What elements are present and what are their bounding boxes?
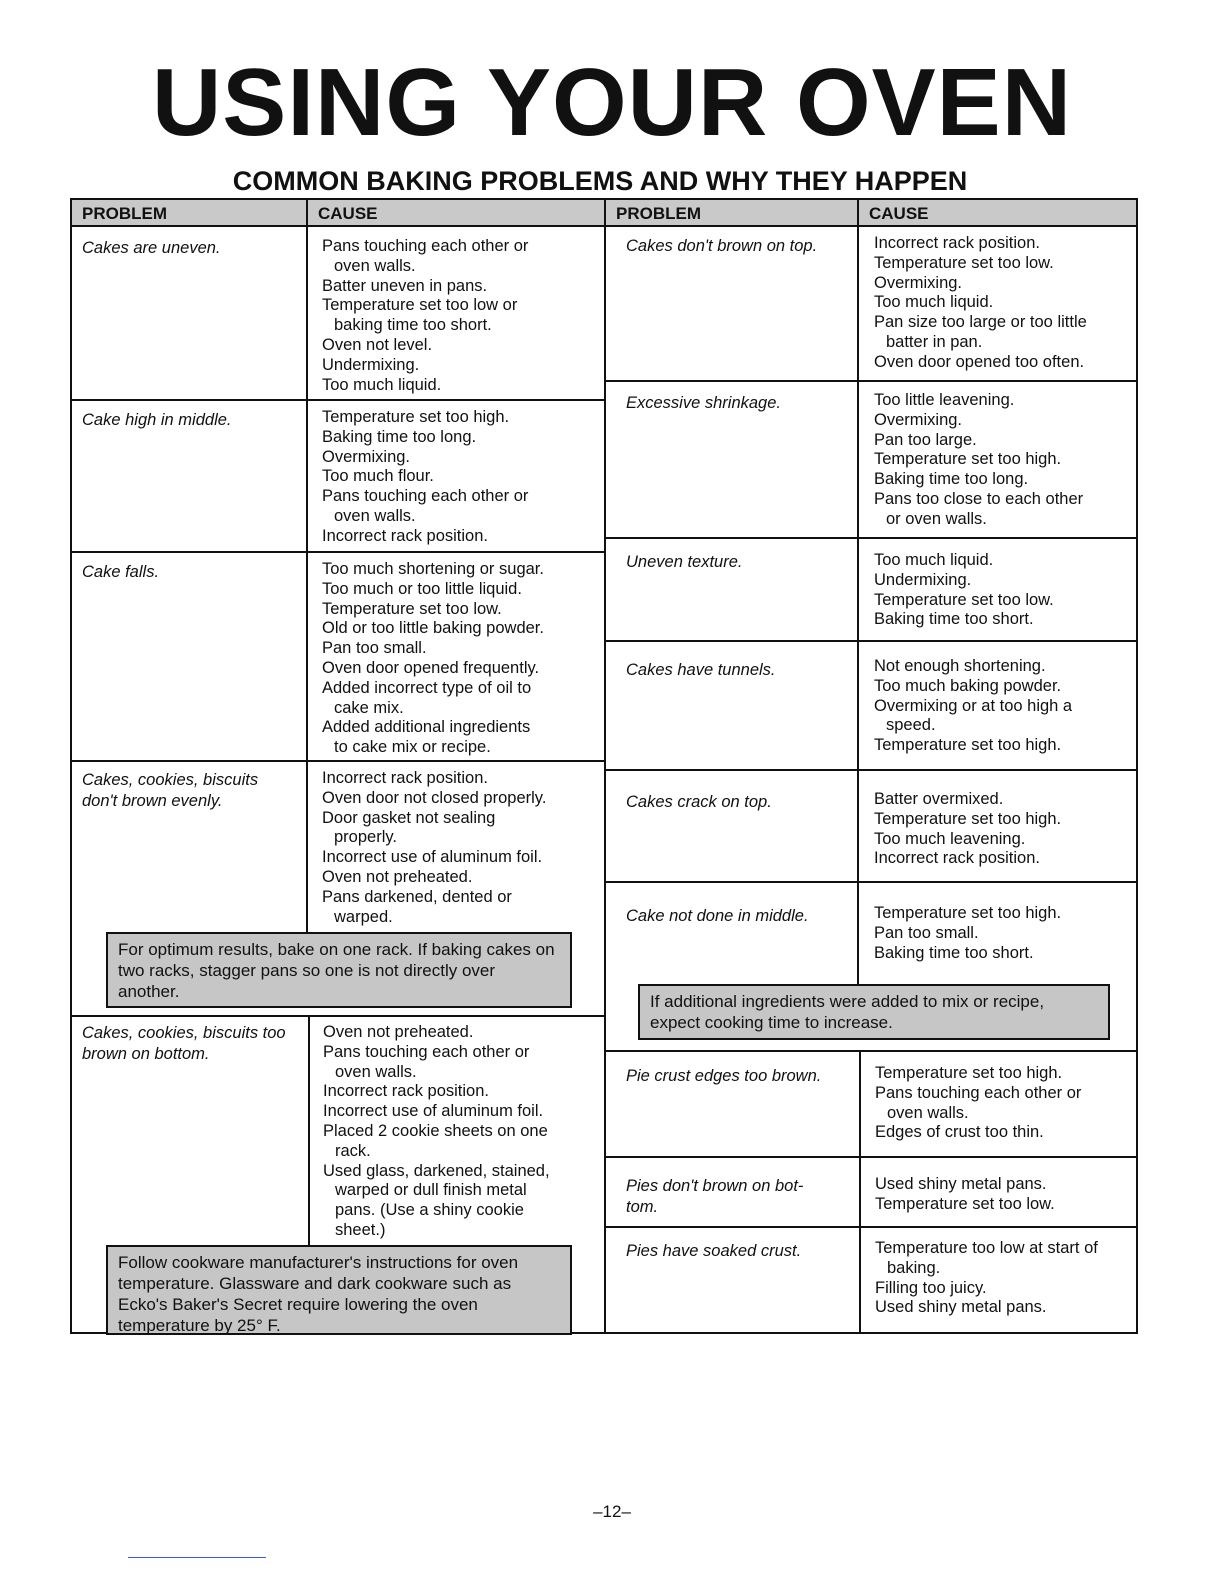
causes-crack-top: Batter overmixed. Temperature set too high. Too much leavening. Incorrect rack position. [874,790,1062,868]
causes-pie-no-brown-bottom: Used shiny metal pans. Temperature set too low. [875,1175,1055,1213]
row-divider [606,380,1136,382]
header-cause-right: CAUSE [859,200,1136,227]
causes-tunnels: Not enough shortening. Too much baking powder. Overmixing or at too high a speed. Temperature set too high. [874,657,1073,755]
problem-pie-no-brown-bottom: Pies don't brown on bot- tom. [626,1177,804,1216]
causes-shrinkage: Too little leavening. Overmixing. Pan too large. Temperature set too high. Baking time too long. Pans too close to each other or oven walls. [874,391,1084,528]
page-title: USING YOUR OVEN [151,49,1073,156]
row-divider [606,537,1136,539]
row-divider [72,760,604,762]
causes-no-brown-top: Incorrect rack position. Temperature set too low. Overmixing. Too much liquid. Pan size too large or too little batter in pan. Oven door opened too often. [874,234,1087,371]
page-number: –12– [593,1502,631,1521]
problem-cake-high-middle: Cake high in middle. [82,411,232,429]
row-divider [72,551,604,553]
row-divider [606,1226,1136,1228]
causes-not-done-middle: Temperature set too high. Pan too small. Baking time too short. [874,904,1062,962]
causes-uneven-texture: Too much liquid. Undermixing. Temperature set too low. Baking time too short. [874,551,1054,629]
row-divider [606,769,1136,771]
baking-problems-table [70,198,1138,1334]
header-problem-right: PROBLEM [606,200,857,227]
problem-pie-edges: Pie crust edges too brown. [626,1067,822,1085]
row-divider [72,1015,604,1017]
footer-rule [128,1557,266,1558]
row-divider [606,1156,1136,1158]
row-divider [606,640,1136,642]
problem-shrinkage: Excessive shrinkage. [626,394,781,412]
problem-uneven-texture: Uneven texture. [626,553,743,571]
row-divider [72,399,604,401]
note-one-rack: For optimum results, bake on one rack. If baking cakes on two racks, stagger pans so one is not directly over another. [106,932,572,1008]
causes-cake-high-middle: Temperature set too high. Baking time too long. Overmixing. Too much flour. Pans touching each other or oven walls. Incorrect rack position. [322,408,529,545]
problem-uneven-browning: Cakes, cookies, biscuits don't brown evenly. [82,771,259,810]
problem-crack-top: Cakes crack on top. [626,793,772,811]
page-subtitle: COMMON BAKING PROBLEMS AND WHY THEY HAPPEN [232,166,968,196]
divider-left-cols-top [306,200,308,932]
problem-cake-falls: Cake falls. [82,563,160,581]
row-divider [606,881,1136,883]
header-cause-left: CAUSE [308,200,604,227]
row-divider [606,1050,1136,1052]
causes-cakes-uneven: Pans touching each other or oven walls. Batter uneven in pans. Temperature set too low or baking time too short. Oven not level. Undermixing. Too much liquid. [322,237,529,394]
causes-cake-falls: Too much shortening or sugar. Too much or too little liquid. Temperature set too low. Old or too little baking powder. Pan too small. Oven door opened frequently. Added incorrect type of oil to cake mix. Added additional ingredients to cake mix or recipe. [322,560,544,757]
problem-cakes-uneven: Cakes are uneven. [82,239,221,257]
problem-tunnels: Cakes have tunnels. [626,661,776,679]
problem-not-done-middle: Cake not done in middle. [626,907,809,925]
causes-pie-edges: Temperature set too high. Pans touching each other or oven walls. Edges of crust too thin. [875,1064,1082,1142]
header-problem-left: PROBLEM [72,200,306,227]
causes-soaked-crust: Temperature too low at start of baking. Filling too juicy. Used shiny metal pans. [875,1239,1098,1317]
note-cookware: Follow cookware manufacturer's instructions for oven temperature. Glassware and dark cookware such as Ecko's Baker's Secret require lowering the oven temperature by 25° F. [106,1245,572,1335]
causes-uneven-browning: Incorrect rack position. Oven door not closed properly. Door gasket not sealing properly. Incorrect use of aluminum foil. Oven not preheated. Pans darkened, dented or warped. [322,769,547,926]
causes-brown-bottom: Oven not preheated. Pans touching each other or oven walls. Incorrect rack position. Incorrect use of aluminum foil. Placed 2 cookie sheets on one rack. Used glass, darkened, stained, warped or dull finish metal pans. (Use a shiny cookie sheet.) [323,1023,550,1239]
divider-center [604,200,606,1332]
problem-soaked-crust: Pies have soaked crust. [626,1242,802,1260]
problem-brown-bottom: Cakes, cookies, biscuits too brown on bottom. [82,1024,286,1063]
divider-right-cols-top [857,200,859,984]
note-additional-ingredients: If additional ingredients were added to mix or recipe, expect cooking time to increase. [638,984,1110,1040]
problem-no-brown-top: Cakes don't brown on top. [626,237,818,255]
divider-right-cols-bottom [859,1050,861,1332]
